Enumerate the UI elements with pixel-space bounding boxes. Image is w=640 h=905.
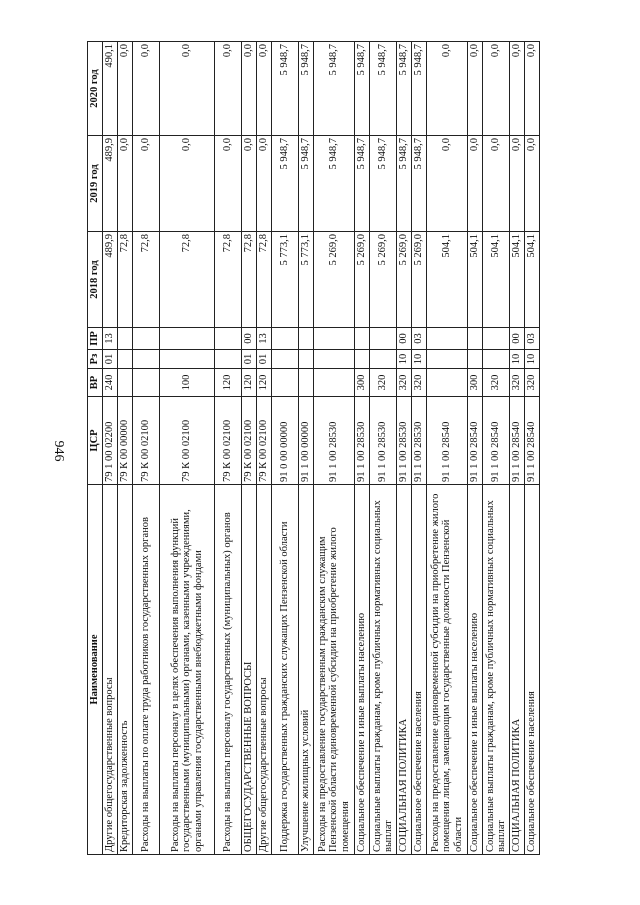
cell-pr: 03 — [525, 328, 540, 350]
table-row — [160, 42, 215, 855]
cell-2020: 0,0 — [525, 42, 540, 136]
cell-rz — [133, 350, 160, 369]
cell-2019: 489,9 — [103, 136, 118, 232]
cell-vr — [118, 369, 133, 397]
cell-2020: 5 948,7 — [397, 42, 412, 136]
cell-2018: 5 269,0 — [397, 232, 412, 328]
cell-vr: 320 — [370, 369, 397, 397]
cell-vr — [299, 369, 314, 397]
cell-csr: 79 К 00 02100 — [215, 397, 242, 485]
cell-rz — [483, 350, 510, 369]
cell-2019: 5 948,7 — [272, 136, 299, 232]
cell-2018: 5 269,0 — [314, 232, 355, 328]
cell-2020: 0,0 — [133, 42, 160, 136]
cell-2019: 0,0 — [468, 136, 483, 232]
cell-vr — [314, 369, 355, 397]
cell-csr: 91 1 00 28530 — [397, 397, 412, 485]
cell-2019: 5 948,7 — [370, 136, 397, 232]
table-row — [133, 42, 160, 855]
cell-rz: 01 — [257, 350, 272, 369]
cell-2018: 72,8 — [242, 232, 257, 328]
cell-csr: 91 1 00 00000 — [299, 397, 314, 485]
cell-pr — [160, 328, 215, 350]
table-row — [370, 42, 397, 855]
cell-csr: 79 1 00 02200 — [103, 397, 118, 485]
header-vr: ВР — [88, 369, 103, 397]
cell-2019: 0,0 — [242, 136, 257, 232]
cell-2019: 5 948,7 — [355, 136, 370, 232]
cell-rz: 01 — [242, 350, 257, 369]
cell-csr: 79 К 00 02100 — [257, 397, 272, 485]
cell-csr: 91 1 00 28530 — [370, 397, 397, 485]
cell-2020: 0,0 — [215, 42, 242, 136]
cell-pr — [483, 328, 510, 350]
cell-csr: 79 К 00 02100 — [160, 397, 215, 485]
cell-2018: 5 773,1 — [272, 232, 299, 328]
cell-2018: 72,8 — [160, 232, 215, 328]
cell-pr: 13 — [257, 328, 272, 350]
cell-2020: 5 948,7 — [370, 42, 397, 136]
table-row — [355, 42, 370, 855]
cell-pr: 13 — [103, 328, 118, 350]
cell-2020: 0,0 — [427, 42, 468, 136]
cell-rz — [160, 350, 215, 369]
cell-2020: 0,0 — [118, 42, 133, 136]
cell-name: Социальные выплаты гражданам, кроме публичных нормативных социальных выплат — [483, 485, 510, 855]
cell-2019: 0,0 — [118, 136, 133, 232]
cell-2020: 0,0 — [468, 42, 483, 136]
cell-2018: 504,1 — [427, 232, 468, 328]
cell-2020: 5 948,7 — [272, 42, 299, 136]
cell-name: СОЦИАЛЬНАЯ ПОЛИТИКА — [510, 485, 525, 855]
header-rz: Рз — [88, 350, 103, 369]
cell-2019: 5 948,7 — [397, 136, 412, 232]
cell-rz: 10 — [525, 350, 540, 369]
cell-name: Социальное обеспечение населения — [412, 485, 427, 855]
cell-pr — [427, 328, 468, 350]
cell-2019: 0,0 — [257, 136, 272, 232]
cell-2018: 504,1 — [468, 232, 483, 328]
cell-vr: 120 — [215, 369, 242, 397]
cell-2018: 72,8 — [215, 232, 242, 328]
table-row — [272, 42, 299, 855]
header-pr: ПР — [88, 328, 103, 350]
table-row — [427, 42, 468, 855]
cell-name: Кредиторская задолженность — [118, 485, 133, 855]
cell-csr: 91 1 00 28540 — [483, 397, 510, 485]
header-csr: ЦСР — [88, 397, 103, 485]
cell-pr: 03 — [412, 328, 427, 350]
cell-csr: 91 1 00 28540 — [468, 397, 483, 485]
cell-2019: 5 948,7 — [314, 136, 355, 232]
cell-2020: 5 948,7 — [412, 42, 427, 136]
table-row — [483, 42, 510, 855]
cell-csr: 79 К 00 00000 — [118, 397, 133, 485]
cell-2019: 0,0 — [133, 136, 160, 232]
header-2020: 2020 год — [88, 42, 103, 136]
cell-2019: 0,0 — [510, 136, 525, 232]
cell-2020: 0,0 — [160, 42, 215, 136]
cell-name: СОЦИАЛЬНАЯ ПОЛИТИКА — [397, 485, 412, 855]
cell-pr — [118, 328, 133, 350]
cell-vr — [427, 369, 468, 397]
cell-pr — [299, 328, 314, 350]
cell-2019: 0,0 — [427, 136, 468, 232]
table-row — [118, 42, 133, 855]
cell-2019: 0,0 — [483, 136, 510, 232]
cell-vr — [272, 369, 299, 397]
cell-2018: 72,8 — [257, 232, 272, 328]
cell-2018: 72,8 — [118, 232, 133, 328]
table-header-row — [88, 42, 103, 855]
table-row — [242, 42, 257, 855]
cell-2020: 5 948,7 — [355, 42, 370, 136]
cell-csr: 91 1 00 28530 — [355, 397, 370, 485]
rotated-table-container — [87, 42, 569, 855]
cell-2020: 0,0 — [242, 42, 257, 136]
header-name: Наименование — [88, 485, 103, 855]
cell-2020: 0,0 — [510, 42, 525, 136]
cell-2018: 504,1 — [483, 232, 510, 328]
cell-pr — [133, 328, 160, 350]
cell-name: Расходы на предоставление государственным гражданским служащим Пензенской области единовременной субсидии на приобретение жилого помещения — [314, 485, 355, 855]
cell-csr: 91 1 00 28540 — [525, 397, 540, 485]
cell-name: Поддержка государственных гражданских служащих Пензенской области — [272, 485, 299, 855]
cell-name: Другие общегосударственные вопросы — [103, 485, 118, 855]
cell-vr: 320 — [412, 369, 427, 397]
cell-2019: 0,0 — [215, 136, 242, 232]
cell-rz: 10 — [510, 350, 525, 369]
cell-name: Улучшение жилищных условий — [299, 485, 314, 855]
cell-pr: 00 — [397, 328, 412, 350]
table-row — [525, 42, 540, 855]
table-row — [103, 42, 118, 855]
cell-csr: 91 1 00 28530 — [314, 397, 355, 485]
cell-2019: 5 948,7 — [412, 136, 427, 232]
cell-pr: 00 — [510, 328, 525, 350]
cell-csr: 91 1 00 28540 — [510, 397, 525, 485]
cell-vr: 320 — [525, 369, 540, 397]
cell-name: Расходы на выплаты персоналу в целях обеспечения выполнения функций государственными (муниципальными) органами, казенными учреждениями, органами управления государственными внебюджетными фондами — [160, 485, 215, 855]
table-row — [468, 42, 483, 855]
cell-2018: 5 269,0 — [355, 232, 370, 328]
cell-vr: 320 — [510, 369, 525, 397]
cell-rz — [355, 350, 370, 369]
cell-2018: 504,1 — [510, 232, 525, 328]
cell-vr: 320 — [397, 369, 412, 397]
header-2019: 2019 год — [88, 136, 103, 232]
cell-name: Расходы на предоставление единовременной субсидии на приобретение жилого помещения лицам, замещающим государственные должности Пензенской области — [427, 485, 468, 855]
cell-rz: 01 — [103, 350, 118, 369]
cell-vr: 300 — [355, 369, 370, 397]
page-number: 946 — [51, 440, 66, 462]
cell-name: Социальные выплаты гражданам, кроме публичных нормативных социальных выплат — [370, 485, 397, 855]
cell-2018: 5 269,0 — [412, 232, 427, 328]
cell-rz — [468, 350, 483, 369]
cell-rz — [427, 350, 468, 369]
cell-name: Социальное обеспечение и иные выплаты населению — [468, 485, 483, 855]
cell-csr: 79 К 00 02100 — [133, 397, 160, 485]
cell-csr: 91 1 00 28530 — [412, 397, 427, 485]
cell-2018: 72,8 — [133, 232, 160, 328]
table-row — [397, 42, 412, 855]
cell-rz — [370, 350, 397, 369]
cell-pr — [468, 328, 483, 350]
cell-name: Социальное обеспечение населения — [525, 485, 540, 855]
cell-pr — [355, 328, 370, 350]
cell-2020: 5 948,7 — [314, 42, 355, 136]
cell-vr: 120 — [242, 369, 257, 397]
cell-vr: 120 — [257, 369, 272, 397]
cell-pr: 00 — [242, 328, 257, 350]
cell-rz — [299, 350, 314, 369]
cell-2019: 0,0 — [525, 136, 540, 232]
cell-name: Другие общегосударственные вопросы — [257, 485, 272, 855]
cell-2020: 0,0 — [483, 42, 510, 136]
cell-rz — [118, 350, 133, 369]
table-row — [510, 42, 525, 855]
cell-pr — [215, 328, 242, 350]
cell-csr: 91 1 00 28540 — [427, 397, 468, 485]
cell-pr — [370, 328, 397, 350]
cell-pr — [272, 328, 299, 350]
cell-2018: 5 269,0 — [370, 232, 397, 328]
cell-name: Социальное обеспечение и иные выплаты населению — [355, 485, 370, 855]
cell-name: Расходы на выплаты по оплате труда работников государственных органов — [133, 485, 160, 855]
header-2018: 2018 год — [88, 232, 103, 328]
table-row — [215, 42, 242, 855]
cell-rz: 10 — [412, 350, 427, 369]
cell-2020: 5 948,7 — [299, 42, 314, 136]
table-row — [412, 42, 427, 855]
cell-rz — [314, 350, 355, 369]
table-row — [314, 42, 355, 855]
cell-2020: 490,1 — [103, 42, 118, 136]
table-row — [257, 42, 272, 855]
cell-rz — [272, 350, 299, 369]
cell-name: ОБЩЕГОСУДАРСТВЕННЫЕ ВОПРОСЫ — [242, 485, 257, 855]
cell-2018: 504,1 — [525, 232, 540, 328]
cell-2019: 5 948,7 — [299, 136, 314, 232]
cell-vr: 300 — [468, 369, 483, 397]
cell-vr — [133, 369, 160, 397]
cell-2018: 489,9 — [103, 232, 118, 328]
cell-pr — [314, 328, 355, 350]
budget-table — [87, 41, 540, 855]
cell-csr: 79 К 00 02100 — [242, 397, 257, 485]
cell-rz: 10 — [397, 350, 412, 369]
cell-name: Расходы на выплаты персоналу государственных (муниципальных) органов — [215, 485, 242, 855]
cell-vr: 240 — [103, 369, 118, 397]
cell-rz — [215, 350, 242, 369]
cell-vr: 320 — [483, 369, 510, 397]
cell-2018: 5 773,1 — [299, 232, 314, 328]
cell-2020: 0,0 — [257, 42, 272, 136]
table-row — [299, 42, 314, 855]
cell-2019: 0,0 — [160, 136, 215, 232]
cell-vr: 100 — [160, 369, 215, 397]
cell-csr: 91 0 00 00000 — [272, 397, 299, 485]
